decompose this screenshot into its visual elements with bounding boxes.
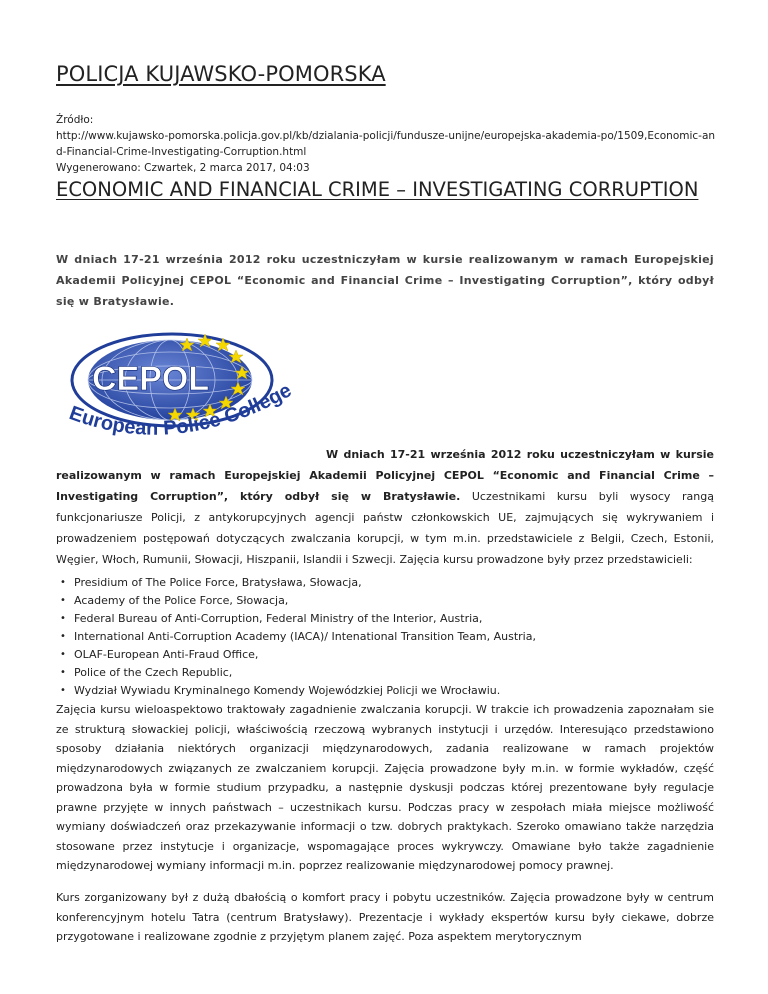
list-item: • Police of the Czech Republic,	[66, 664, 724, 682]
list-item: • Wydział Wywiadu Kryminalnego Komendy Wojewódzkiej Policji we Wrocławiu.	[66, 682, 724, 700]
source-info	[56, 112, 716, 176]
generated-date: Wygenerowano: Czwartek, 2 marca 2017, 04:03	[56, 162, 310, 174]
article-lead: W dniach 17-21 września 2012 roku uczestniczyłam w kursie realizowanym w ramach Europejskiej Akademii Policyjnej CEPOL “Economic and Financial Crime – Investigating Corruption”, który odbył się w Bratysławie.	[56, 253, 714, 308]
article-title[interactable]: ECONOMIC AND FINANCIAL CRIME – INVESTIGATING CORRUPTION	[56, 178, 699, 201]
article-paragraph-2: Zajęcia kursu wieloaspektowo traktowały zagadnienie zwalczania korupcji. W trakcie ich prowadzenia zapoznałam sie ze strukturą słowackiej policji, właściwością rzeczową wybranych instytucji i urzędów. Interesująco przedstawiono sposoby działania niektórych organizacji międzynarodowych, zadania realizowane w ramach projektów międzynarodowych związanych ze zwalczaniem korupcji. Zajęcia prowadzone były m.in. w formie wykładów, część prowadzona była w formie studium przypadku, a następnie dyskusji podczas której prezentowane były regulacje prawne przyjęte w innych państwach – uczestnikach kursu. Podczas pracy w zespołach miała miejsce możliwość wymiany doświadczeń oraz przekazywanie informacji o tzw. dobrych praktykach. Szeroko omawiano także narzędzia stosowane przez instytucje i organizacje, wspomagające proces wykrywczy. Omawiane było także zagadnienie międzynarodowej wymiany informacji m.in. poprzez realizowanie międzynarodowej pomocy prawnej.	[56, 703, 714, 872]
para1-rest: Uczestnikami kursu byli wysocy rangą funkcjonariusze Policji, z antykorupcyjnych agencji państw członkowskich UE, zajmujących się wykrywaniem i prowadzeniem postępowań dotyczących zwalczania korupcji, w tym m.in. przedstawiciele z Belgii, Czech, Estonii, Węgier, Włoch, Rumunii, Słowacji, Hiszpanii, Islandii i Szwecji. Zajęcia kursu prowadzone były przez przedstawicieli:	[56, 490, 714, 566]
list-item: • International Anti-Corruption Academy (IACA)/ Intenational Transition Team, Austria,	[66, 628, 724, 646]
list-item: • Presidium of The Police Force, Bratysława, Słowacja,	[66, 574, 724, 592]
para1-bold: W dniach 17-21 września 2012 roku uczestniczyłam w kursie realizowanym w ramach Europejskiej Akademii Policyjnej CEPOL “Economic and Financial Crime – Investigating Corruption”, który odbył się w Bratysławie.	[56, 448, 714, 503]
article-paragraph-1	[56, 444, 714, 570]
list-item: • Academy of the Police Force, Słowacja,	[66, 592, 724, 610]
source-url[interactable]: http://www.kujawsko-pomorska.policja.gov.pl/kb/dzialania-policji/fundusze-unijne/europejska-akademia-po/1509,Economic-and-Financial-Crime-Investigating-Corruption.html	[56, 130, 716, 158]
cepol-logo	[60, 330, 305, 455]
list-item: • OLAF-European Anti-Fraud Office,	[66, 646, 724, 664]
organizations-list	[56, 574, 724, 700]
list-item: • Federal Bureau of Anti-Corruption, Federal Ministry of the Interior, Austria,	[66, 610, 724, 628]
logo-text-arc: European Police College	[66, 379, 296, 440]
source-label: Źródło:	[56, 114, 94, 126]
logo-text-main: CEPOL	[92, 360, 210, 398]
site-title[interactable]: POLICJA KUJAWSKO-POMORSKA	[56, 62, 386, 86]
article-paragraph-3: Kurs zorganizowany był z dużą dbałością o komfort pracy i pobytu uczestników. Zajęcia prowadzone były w centrum konferencyjnym hotelu Tatra (centrum Bratysławy). Prezentacje i wykłady ekspertów kursu były ciekawe, dobrze przygotowane i realizowane zgodnie z przyjętym planem zajęć. Poza aspektem merytorycznym	[56, 891, 714, 943]
